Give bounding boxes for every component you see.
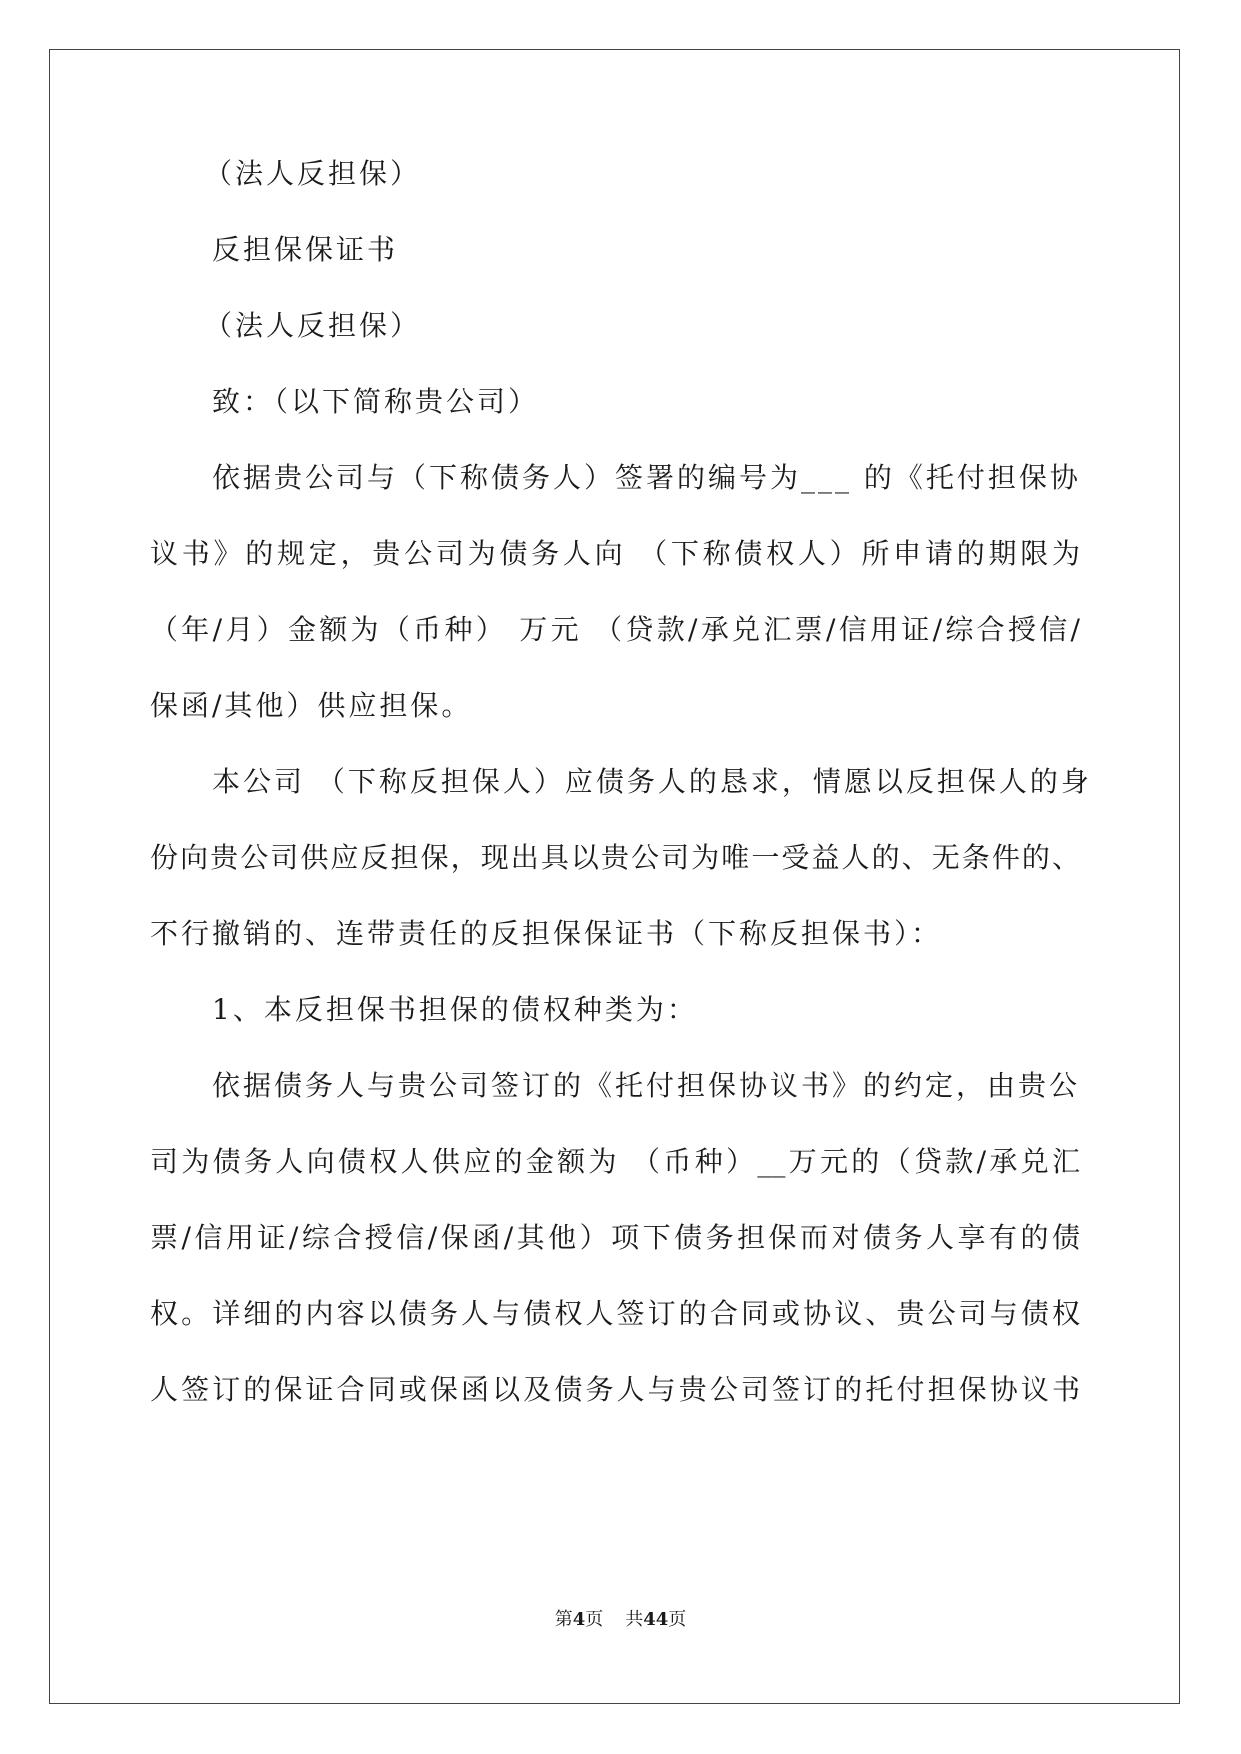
total-pages: 44 [643, 1609, 669, 1630]
clause-heading: 1、本反担保书担保的债权种类为： [212, 993, 698, 1026]
total-prefix: 共 [625, 1609, 644, 1630]
subtitle-legal-person-counter-guarantee-repeat: （法人反担保） [204, 309, 422, 342]
paragraph-line: （年/月）金额为（币种） 万元 （贷款/承兑汇票/信用证/综合授信/ [150, 613, 1080, 646]
paragraph-line: 权。详细的内容以债务人与债权人签订的合同或协议、贵公司与债权 [150, 1297, 1080, 1330]
total-suffix: 页 [668, 1609, 687, 1630]
addressee-line: 致：（以下简称贵公司） [212, 385, 540, 418]
subtitle-legal-person-counter-guarantee: （法人反担保） [204, 157, 422, 190]
paragraph-line: 票/信用证/综合授信/保函/其他）项下债务担保而对债务人享有的债 [150, 1221, 1080, 1254]
paragraph-line: 本公司 （下称反担保人）应债务人的恳求，情愿以反担保人的身 [212, 765, 1092, 798]
page-suffix: 页 [585, 1609, 604, 1630]
paragraph-line: 保函/其他）供应担保。 [150, 689, 473, 722]
page-footer [0, 1608, 1241, 1632]
page-prefix: 第 [554, 1609, 573, 1630]
paragraph-line: 依据贵公司与（下称债务人）签署的编号为___ 的《托付担保协 [212, 461, 1081, 494]
document-title: 反担保保证书 [212, 233, 399, 266]
paragraph-line: 份向贵公司供应反担保，现出具以贵公司为唯一受益人的、无条件的、 [150, 841, 1080, 874]
paragraph-line: 人签订的保证合同或保函以及债务人与贵公司签订的托付担保协议书 [150, 1373, 1080, 1406]
paragraph-line: 司为债务人向债权人供应的金额为 （币种）__万元的（贷款/承兑汇 [150, 1145, 1080, 1178]
paragraph-line: 依据债务人与贵公司签订的《托付担保协议书》的约定，由贵公 [212, 1069, 1081, 1102]
paragraph-line: 不行撤销的、连带责任的反担保保证书（下称反担保书）： [150, 917, 943, 950]
page-number: 4 [572, 1609, 586, 1630]
paragraph-line: 议书》的规定，贵公司为债务人向 （下称债权人）所申请的期限为 [150, 537, 1080, 570]
